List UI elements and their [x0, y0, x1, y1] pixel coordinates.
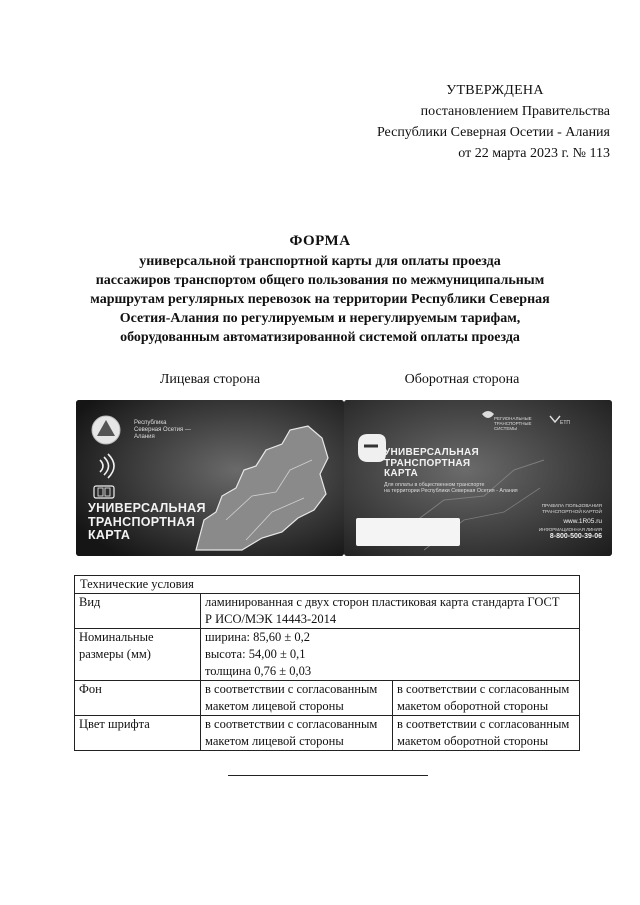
form-title-line: Осетия-Алания по регулируемым и нерегулируемым тарифам,	[119, 311, 521, 326]
signature-box	[356, 518, 460, 546]
approval-line: постановлением Правительства	[420, 104, 610, 119]
card-back-systems-text: РЕГИОНАЛЬНЫЕ ТРАНСПОРТНЫЕ СИСТЕМЫ	[494, 416, 532, 431]
row-value-front: в соответствии с согласованным макетом лицевой стороны	[201, 681, 393, 716]
form-title-line: универсальной транспортной карты для оплаты проезда	[139, 254, 501, 269]
card-back-subtitle: Для оплаты в общественном транспорте на территории Республики Северная Осетия - Алания	[384, 482, 518, 494]
form-title: ФОРМА	[289, 233, 351, 249]
card-front-title: УНИВЕРСАЛЬНАЯ ТРАНСПОРТНАЯ КАРТА	[88, 501, 206, 542]
card-front-image	[76, 400, 344, 556]
card-back-image	[344, 400, 612, 556]
table-row	[75, 681, 580, 716]
form-title-block	[40, 232, 600, 347]
approval-heading: УТВЕРЖДЕНА	[446, 83, 544, 98]
card-back-website: www.1R05.ru	[563, 518, 602, 525]
technical-conditions-table	[74, 575, 580, 751]
form-title-line: маршрутам регулярных перевозок на территории Республики Северная	[90, 292, 550, 307]
card-back-rules-text: ПРАВИЛА ПОЛЬЗОВАНИЯ ТРАНСПОРТНОЙ КАРТОЙ	[541, 504, 602, 515]
row-label: Вид	[75, 594, 201, 629]
card-back-etp-text: ЕТП	[560, 420, 570, 426]
row-value: ламинированная с двух сторон пластиковая карта стандарта ГОСТ Р ИСО/МЭК 14443-2014	[201, 594, 580, 629]
row-value-front: в соответствии с согласованным макетом лицевой стороны	[201, 716, 393, 751]
back-side-label: Оборотная сторона	[404, 372, 520, 387]
card-front-region-text: Республика Северная Осетия — Алания	[134, 420, 191, 440]
approval-date-line: от 22 марта 2023 г. № 113	[458, 146, 610, 161]
card-back-phone-label: ИНФОРМАЦИОННАЯ ЛИНИЯ	[538, 527, 602, 532]
approval-block	[320, 80, 610, 164]
row-value-back: в соответствии с согласованным макетом оборотной стороны	[393, 681, 580, 716]
card-logo-icon	[358, 434, 386, 462]
approval-line: Республики Северная Осетии - Алания	[376, 125, 610, 140]
table-row	[75, 594, 580, 629]
row-value: ширина: 85,60 ± 0,2 высота: 54,00 ± 0,1 толщина 0,76 ± 0,03	[201, 629, 580, 681]
table-row	[75, 629, 580, 681]
row-value-back: в соответствии с согласованным макетом оборотной стороны	[393, 716, 580, 751]
form-title-line: пассажиров транспортом общего пользования по межмуниципальным	[95, 273, 545, 288]
row-label: Фон	[75, 681, 201, 716]
card-back-phone: 8-800-500-39-06	[549, 533, 602, 540]
closing-rule	[228, 775, 428, 776]
table-header-row	[75, 576, 580, 594]
front-side-label: Лицевая сторона	[159, 372, 261, 387]
row-label: Цвет шрифта	[75, 716, 201, 751]
table-header: Технические условия	[75, 576, 580, 594]
form-title-line: оборудованным автоматизированной системой оплаты проезда	[120, 330, 520, 345]
table-row	[75, 716, 580, 751]
row-label: Номинальные размеры (мм)	[75, 629, 201, 681]
card-back-title: УНИВЕРСАЛЬНАЯ ТРАНСПОРТНАЯ КАРТА	[384, 447, 479, 479]
